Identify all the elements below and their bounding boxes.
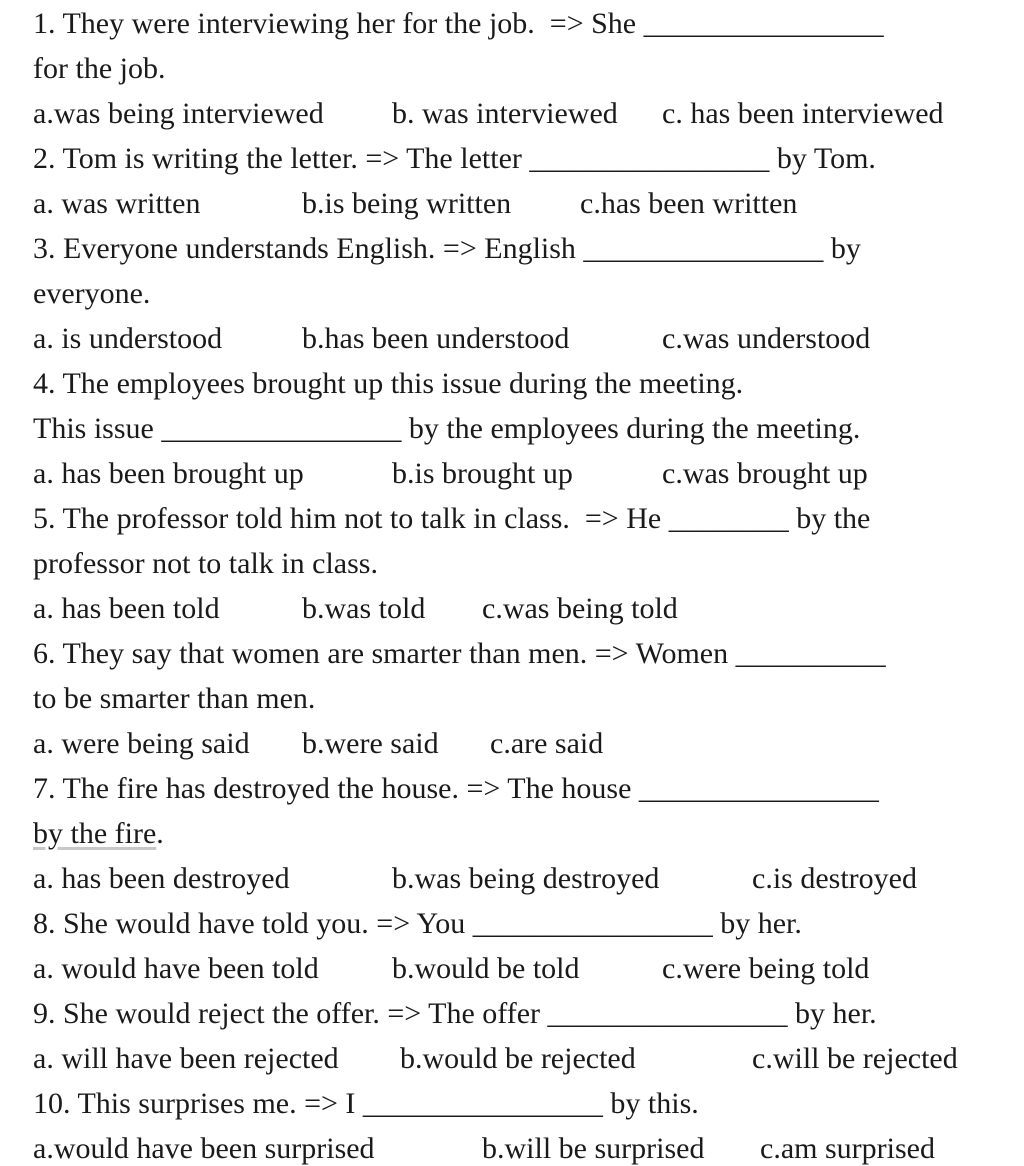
question-9-option-b: b.would be rejected [400, 1042, 636, 1075]
question-10-option-b: b.will be surprised [482, 1132, 705, 1165]
question-10-option-c: c.am surprised [760, 1132, 935, 1165]
question-1-option-c: c. has been interviewed [662, 97, 944, 130]
question-8-text: 8. She would have told you. => You ________________ by her. [33, 907, 802, 940]
question-9-option-a: a. will have been rejected [33, 1042, 339, 1075]
question-1-text-cont: for the job. [33, 52, 166, 85]
question-10-option-a: a.would have been surprised [33, 1132, 375, 1165]
question-6-option-b: b.were said [302, 727, 439, 760]
question-3-text-cont: everyone. [33, 277, 151, 310]
question-3-option-c: c.was understood [662, 322, 871, 355]
question-5-option-c: c.was being told [482, 592, 678, 625]
question-1-option-b: b. was interviewed [392, 97, 618, 130]
question-5-option-b: b.was told [302, 592, 426, 625]
question-7-text-cont [33, 817, 164, 851]
question-2-option-a: a. was written [33, 187, 201, 220]
question-6-option-a: a. were being said [33, 727, 250, 760]
question-7-option-a: a. has been destroyed [33, 862, 290, 895]
question-2-option-b: b.is being written [302, 187, 512, 220]
question-8-option-b: b.would be told [392, 952, 580, 985]
question-5-option-a: a. has been told [33, 592, 220, 625]
question-4-option-b: b.is brought up [392, 457, 573, 490]
question-10-text: 10. This surprises me. => I ________________ by this. [33, 1087, 699, 1120]
question-7-option-b: b.was being destroyed [392, 862, 660, 895]
question-7-underlined-phrase: by the fire [33, 817, 157, 850]
question-9-option-c: c.will be rejected [752, 1042, 958, 1075]
question-8-option-c: c.were being told [662, 952, 870, 985]
question-3-text: 3. Everyone understands English. => English ________________ by [33, 232, 861, 265]
question-6-text-cont: to be smarter than men. [33, 682, 316, 715]
question-3-option-a: a. is understood [33, 322, 223, 355]
question-6-text: 6. They say that women are smarter than men. => Women __________ [33, 637, 886, 670]
question-7-option-c: c.is destroyed [752, 862, 917, 895]
question-4-text-cont: This issue ________________ by the employees during the meeting. [33, 412, 861, 445]
question-5-text: 5. The professor told him not to talk in class. => He ________ by the [33, 502, 871, 535]
question-8-option-a: a. would have been told [33, 952, 319, 985]
question-6-option-c: c.are said [490, 727, 604, 760]
question-7-period: . [156, 817, 164, 850]
question-3-option-b: b.has been understood [302, 322, 570, 355]
question-9-text: 9. She would reject the offer. => The offer ________________ by her. [33, 997, 877, 1030]
question-2-text: 2. Tom is writing the letter. => The letter ________________ by Tom. [33, 142, 876, 175]
question-1-option-a: a.was being interviewed [33, 97, 324, 130]
question-4-text: 4. The employees brought up this issue during the meeting. [33, 367, 744, 400]
question-7-text: 7. The fire has destroyed the house. => The house ________________ [33, 772, 879, 805]
question-5-text-cont: professor not to talk in class. [33, 547, 378, 580]
question-4-option-c: c.was brought up [662, 457, 868, 490]
question-2-option-c: c.has been written [580, 187, 798, 220]
question-4-option-a: a. has been brought up [33, 457, 304, 490]
question-1-text: 1. They were interviewing her for the job. => She ________________ [33, 7, 884, 40]
